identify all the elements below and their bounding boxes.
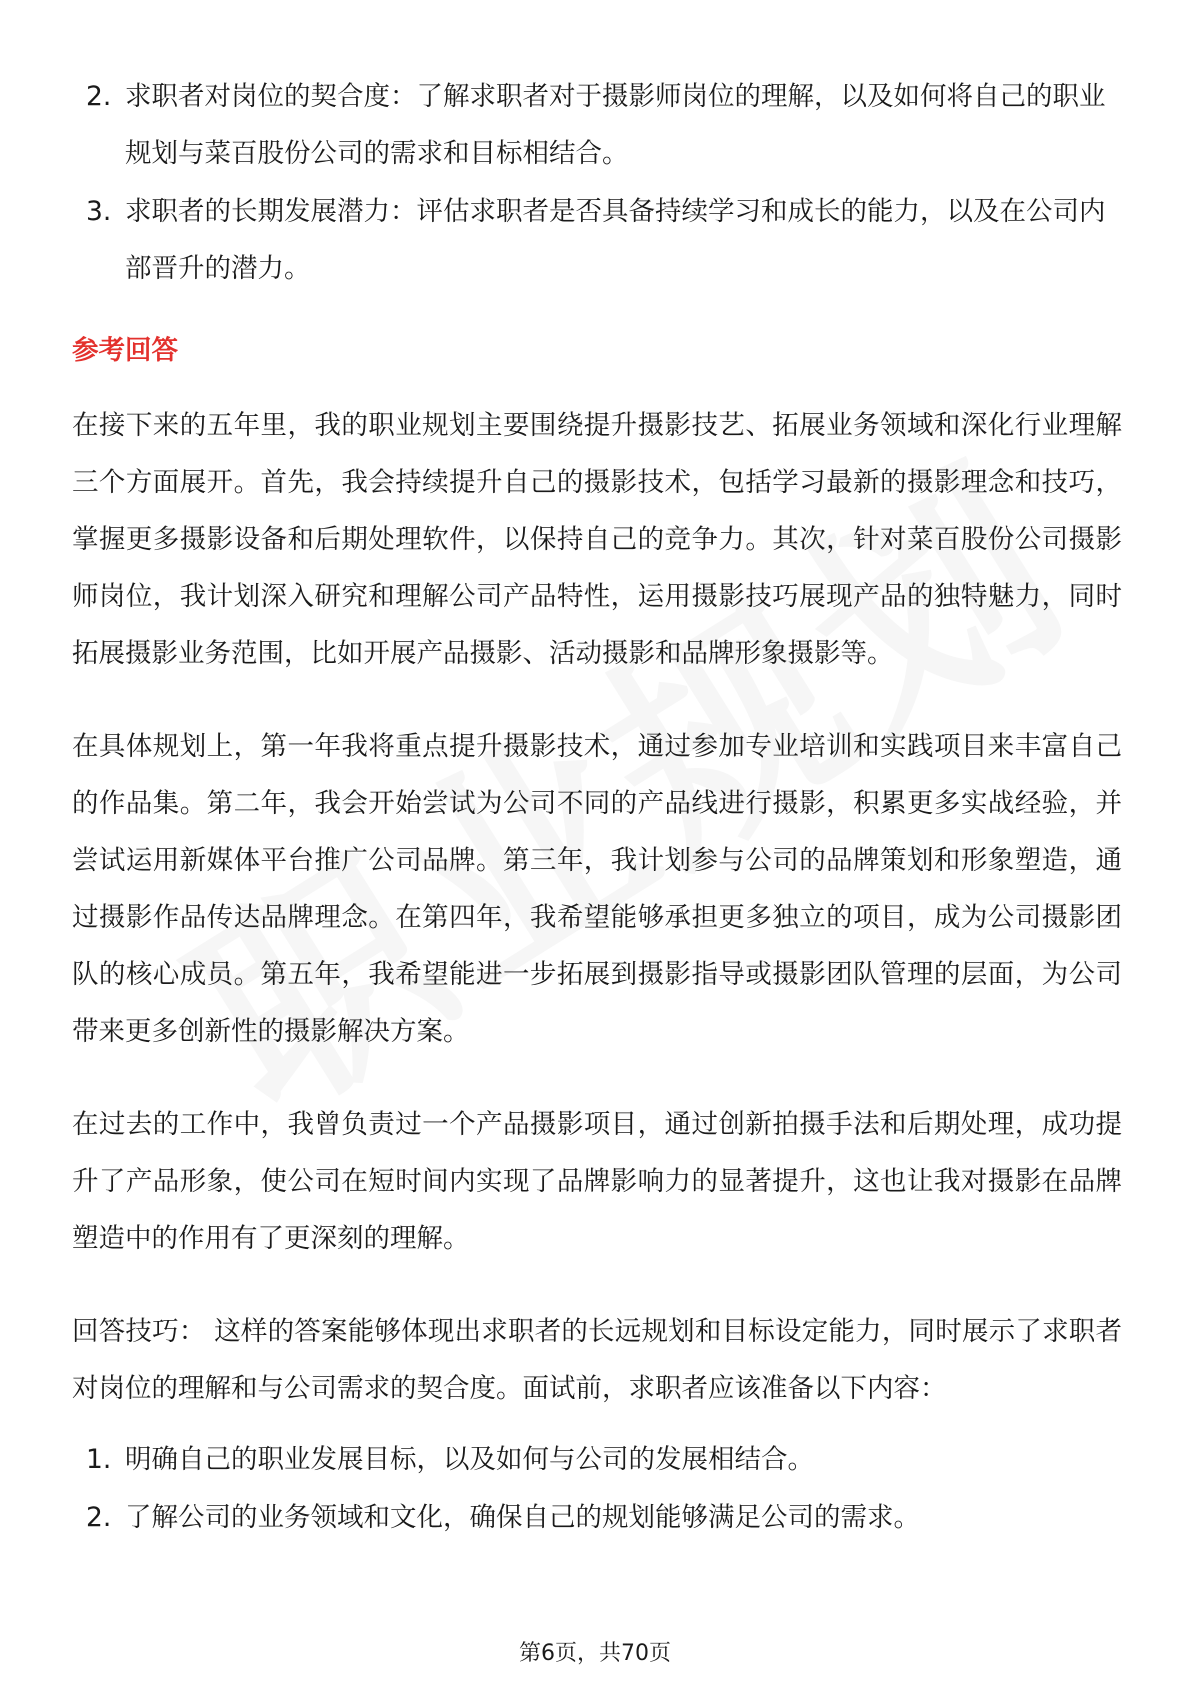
answer-paragraph: 在具体规划上，第一年我将重点提升摄影技术，通过参加专业培训和实践项目来丰富自己的作品集。第二年，我会开始尝试为公司不同的产品线进行摄影，积累更多实战经验，并尝试运用新媒体平台推广公司品牌。第三年，我计划参与公司的品牌策划和形象塑造，通过摄影作品传达品牌理念。在第四年，我希望能够承担更多独立的项目，成为公司摄影团队的核心成员。第五年，我希望能进一步拓展到摄影指导或摄影团队管理的层面，为公司带来更多创新性的摄影解决方案。 [72,731,1122,1047]
bottom-numbered-list [72,1431,1122,1546]
list-item-number: 2. [86,1502,112,1533]
list-item-text: 求职者的长期发展潜力：评估求职者是否具备持续学习和成长的能力，以及在公司内部晋升的潜力。 [125,196,1106,284]
list-item [72,1489,1122,1546]
list-item-text: 了解公司的业务领域和文化，确保自己的规划能够满足公司的需求。 [125,1502,920,1533]
tips-paragraph: 回答技巧： 这样的答案能够体现出求职者的长远规划和目标设定能力，同时展示了求职者对岗位的理解和与公司需求的契合度。面试前，求职者应该准备以下内容： [72,1316,1122,1404]
list-item-number: 3. [86,196,112,227]
section-title: 参考回答 [72,335,178,366]
list-item-text: 求职者对岗位的契合度：了解求职者对于摄影师岗位的理解，以及如何将自己的职业规划与菜百股份公司的需求和目标相结合。 [125,81,1106,169]
page-footer: 第6页，共70页 [519,1641,671,1666]
list-item [72,1431,1122,1488]
answer-paragraph: 在接下来的五年里，我的职业规划主要围绕提升摄影技艺、拓展业务领域和深化行业理解三个方面展开。首先，我会持续提升自己的摄影技术，包括学习最新的摄影理念和技巧，掌握更多摄影设备和后期处理软件，以保持自己的竞争力。其次，针对菜百股份公司摄影师岗位，我计划深入研究和理解公司产品特性，运用摄影技巧展现产品的独特魅力，同时拓展摄影业务范围，比如开展产品摄影、活动摄影和品牌形象摄影等。 [72,410,1122,669]
list-item-number: 1. [86,1444,112,1475]
page-content [72,68,1122,1547]
list-item-text: 明确自己的职业发展目标，以及如何与公司的发展相结合。 [125,1444,814,1475]
answer-paragraph: 在过去的工作中，我曾负责过一个产品摄影项目，通过创新拍摄手法和后期处理，成功提升了产品形象，使公司在短时间内实现了品牌影响力的显著提升，这也让我对摄影在品牌塑造中的作用有了更深刻的理解。 [72,1109,1122,1254]
list-item [72,183,1122,297]
list-item-number: 2. [86,81,112,112]
top-numbered-list [72,68,1122,297]
list-item [72,68,1122,182]
